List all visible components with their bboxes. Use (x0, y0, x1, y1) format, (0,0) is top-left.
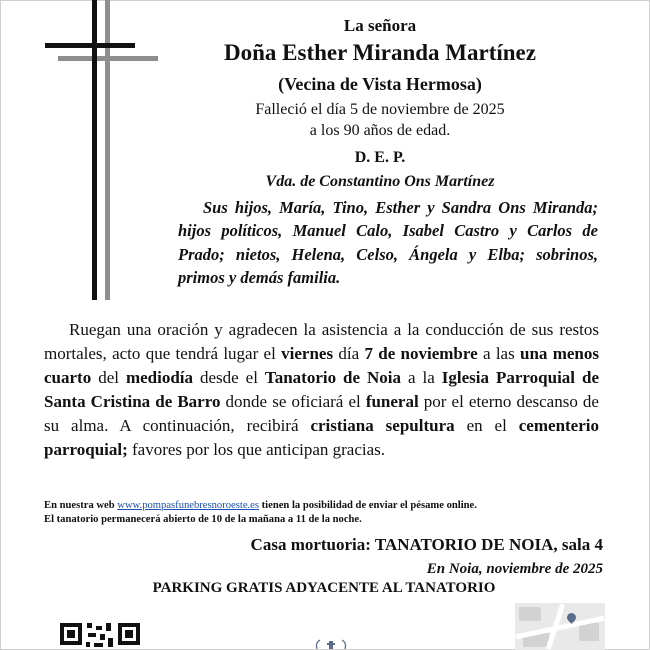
family-paragraph: Sus hijos, María, Tino, Esther y Sandra Ons Miranda; hijos políticos, Manuel Calo, Isabel Castro y Carlos de Prado; nietos, Helena, Celso, Ángela y Elba; sobrinos, primos y demás familia. (178, 198, 598, 288)
place-date-text: En Noia, noviembre de 2025 (426, 561, 603, 577)
widow-text: Vda. de Constantino Ons Martínez (265, 173, 495, 190)
residence-text: (Vecina de Vista Hermosa) (278, 74, 482, 94)
age-text: a los 90 años de edad. (309, 122, 451, 139)
death-date-text: Falleció el día 5 de noviembre de 2025 (255, 101, 505, 118)
rip-text: D. E. P. (354, 149, 406, 166)
logo-icon (314, 638, 348, 650)
funeral-home-text: Casa mortuoria: TANATORIO DE NOIA, sala 4 (250, 535, 603, 554)
intro-text: La señora (343, 16, 417, 35)
web-notice: En nuestra web www.pompasfunebresnoroeste.es tienen la posibilidad de enviar el pésame online. El tanatorio permanecerá abierto de 10 de la mañana a 11 de la noche. (44, 499, 604, 527)
map-icon (515, 603, 605, 650)
qr-code-icon (60, 621, 140, 650)
parking-notice: PARKING GRATIS ADYACENTE AL TANATORIO (152, 580, 496, 596)
ceremony-paragraph: Ruegan una oración y agradecen la asistencia a la conducción de sus restos mortales, acto que tendrá lugar el viernes día 7 de noviembre a las una menos cuarto del mediodía desde el Tanatorio de Noia a la Iglesia Parroquial de Santa Cristina de Barro donde se oficiará el funeral por el eterno descanso de su alma. A continuación, recibirá cristiana sepultura en el cementerio parroquial; favores por los que anticipan gracias. (44, 320, 600, 459)
cross-icon (40, 0, 160, 305)
website-link[interactable]: www.pompasfunebresnoroeste.es (117, 500, 259, 511)
opening-hours-text: El tanatorio permanecerá abierto de 10 de la mañana a 11 de la noche. (44, 514, 362, 525)
deceased-name: Doña Esther Miranda Martínez (224, 40, 536, 65)
